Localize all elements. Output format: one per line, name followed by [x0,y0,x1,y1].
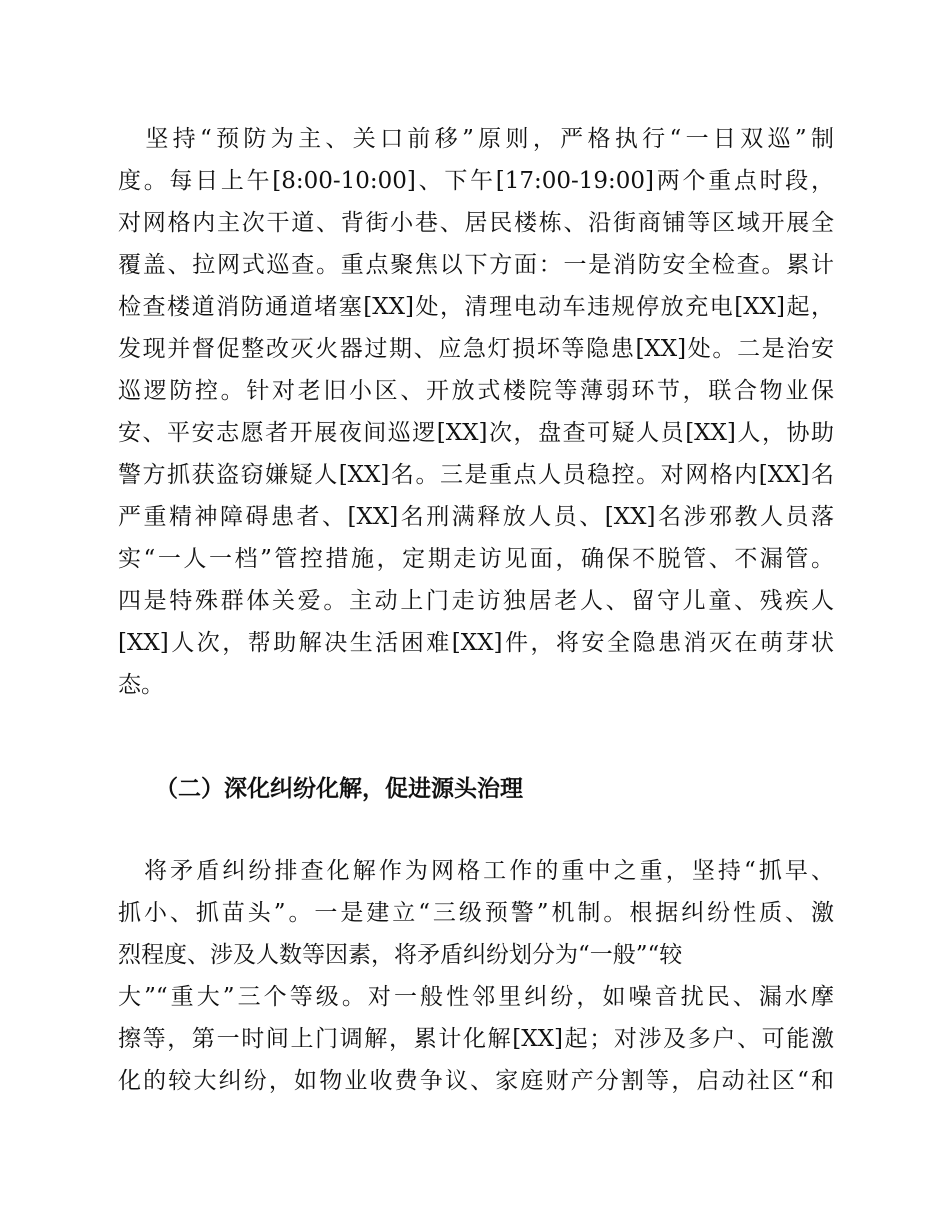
paragraph-line: 化的较大纠纷，如物业收费争议、家庭财产分割等，启动社区“和 [118,1068,834,1094]
paragraph-line: 四是特殊群体关爱。主动上门走访独居老人、留守儿童、残疾人 [118,588,834,614]
paragraph-line: 烈程度、涉及人数等因素，将矛盾纠纷划分为“一般”“较 [118,942,683,968]
paragraph-line: 坚持“预防为主、关口前移”原则，严格执行“一日双巡”制 [118,126,834,152]
paragraph-line: 将矛盾纠纷排查化解作为网格工作的重中之重，坚持“抓早、 [118,858,834,884]
paragraph-line: 警方抓获盗窃嫌疑人[XX]名。三是重点人员稳控。对网格内[XX]名 [118,462,834,488]
paragraph-line: 抓小、抓苗头”。一是建立“三级预警”机制。根据纠纷性质、激 [118,900,834,926]
paragraph-line: [XX]人次，帮助解决生活困难[XX]件，将安全隐患消灭在萌芽状 [118,630,834,656]
section-heading: （二）深化纠纷化解，促进源头治理 [155,776,523,802]
paragraph-line: 对网格内主次干道、背街小巷、居民楼栋、沿街商铺等区域开展全 [118,210,834,236]
paragraph-line: 擦等，第一时间上门调解，累计化解[XX]起；对涉及多户、可能激 [118,1026,834,1052]
paragraph-line: 检查楼道消防通道堵塞[XX]处，清理电动车违规停放充电[XX]起， [118,294,834,320]
paragraph-line: 发现并督促整改灭火器过期、应急灯损坏等隐患[XX]处。二是治安 [118,336,834,362]
paragraph-line: 实“一人一档”管控措施，定期走访见面，确保不脱管、不漏管。 [118,546,834,572]
paragraph-line: 安、平安志愿者开展夜间巡逻[XX]次，盘查可疑人员[XX]人，协助 [118,420,834,446]
paragraph-line: 大”“重大”三个等级。对一般性邻里纠纷，如噪音扰民、漏水摩 [118,984,834,1010]
paragraph-line: 严重精神障碍患者、[XX]名刑满释放人员、[XX]名涉邪教人员落 [118,504,834,530]
paragraph-line: 巡逻防控。针对老旧小区、开放式楼院等薄弱环节，联合物业保 [118,378,834,404]
paragraph-line: 态。 [118,672,164,698]
paragraph-line: 度。每日上午[8:00-10:00]、下午[17:00-19:00]两个重点时段， [118,168,834,194]
paragraph-line: 覆盖、拉网式巡查。重点聚焦以下方面：一是消防安全检查。累计 [118,252,834,278]
